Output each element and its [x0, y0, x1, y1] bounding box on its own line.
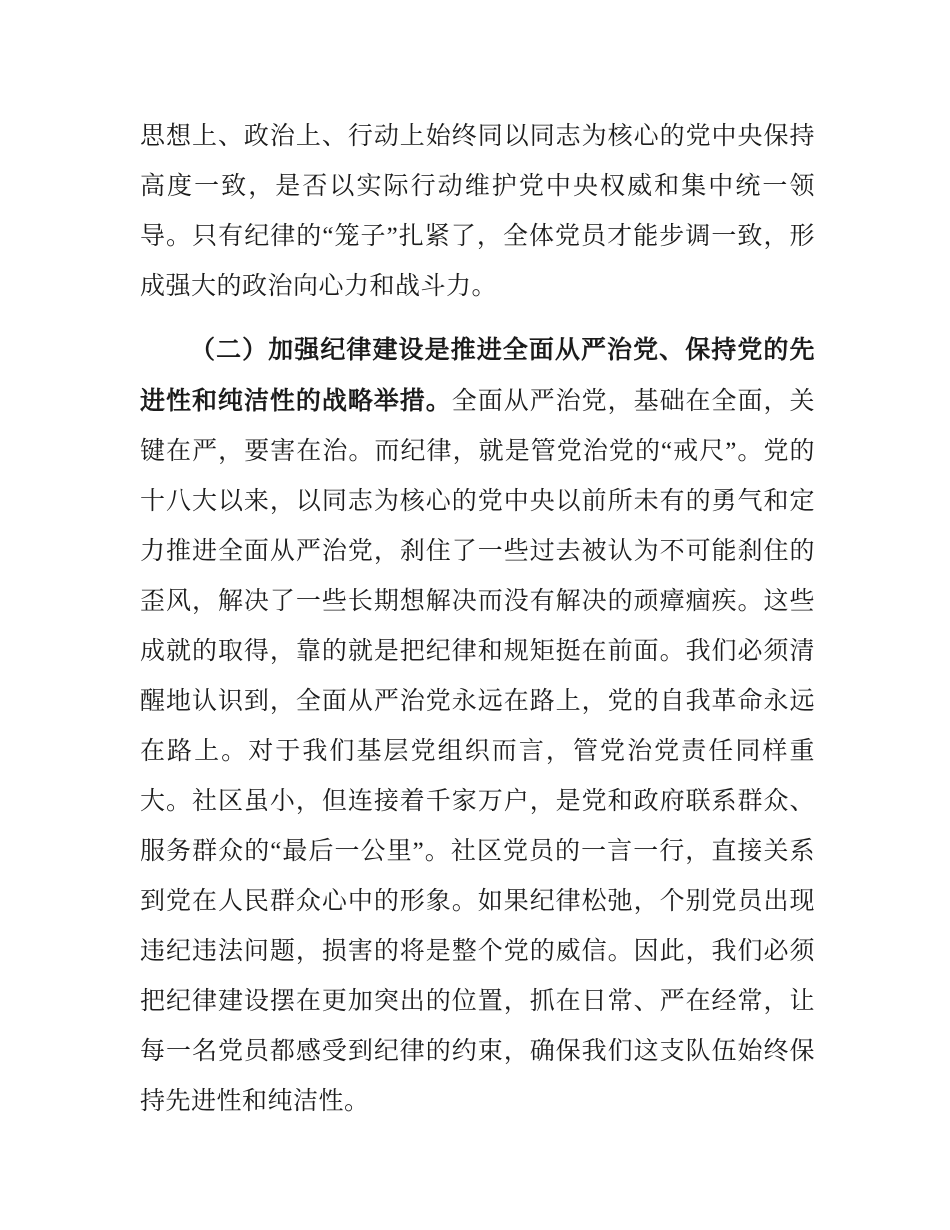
paragraph-text: 全面从严治党，基础在全面，关键在严，要害在治。而纪律，就是管党治党的“戒尺”。党的十八大以来，以同志为核心的党中央以前所未有的勇气和定力推进全面从严治党，刹住了一些过去被认为不可能刹住的歪风，解决了一些长期想解决而没有解决的顽瘴痼疾。这些成就的取得，靠的就是把纪律和规矩挺在前面。我们必须清醒地认识到，全面从严治党永远在路上，党的自我革命永远在路上。对于我们基层党组织而言，管党治党责任同样重大。社区虽小，但连接着千家万户，是党和政府联系群众、服务群众的“最后一公里”。社区党员的一言一行，直接关系到党在人民群众心中的形象。如果纪律松弛，个别党员出现违纪违法问题，损害的将是整个党的威信。因此，我们必须把纪律建设摆在更加突出的位置，抓在日常、严在经常，让每一名党员都感受到纪律的约束，确保我们这支队伍始终保持先进性和纯洁性。: [140, 388, 815, 1115]
section-heading-bold-lead: （二）加强纪律建设是推进全面从严治党、保持党的先进性和纯洁性的战略举措。: [140, 336, 815, 415]
paragraph-text: 思想上、政治上、行动上始终同以同志为核心的党中央保持高度一致，是否以实际行动维护党中央权威和集中统一领导。只有纪律的“笼子”扎紧了，全体党员才能步调一致，形成强大的政治向心力和战斗力。: [140, 123, 815, 300]
paragraph-section-two: [140, 325, 815, 1127]
paragraph-continuation: [140, 112, 815, 312]
